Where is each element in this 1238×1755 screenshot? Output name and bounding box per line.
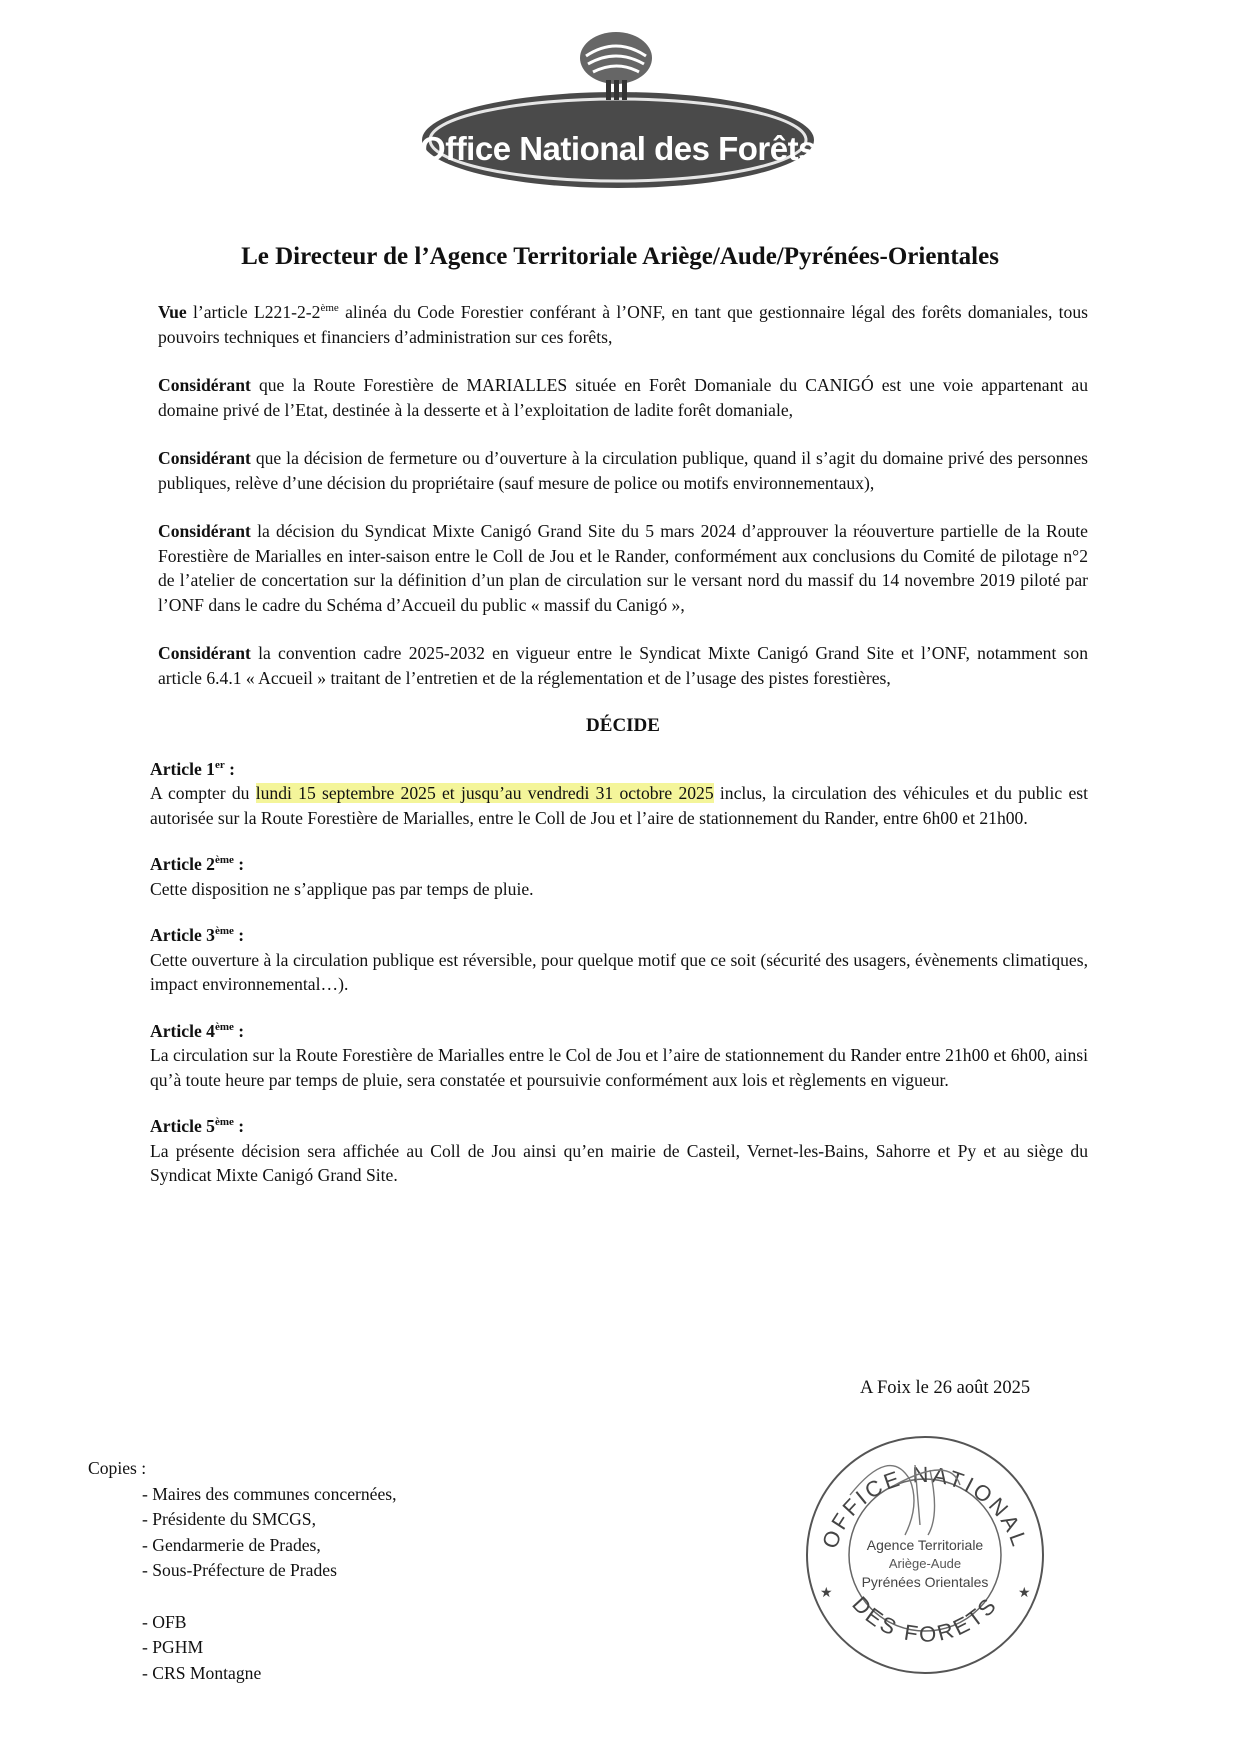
highlighted-dates: lundi 15 septembre 2025 et jusqu’au vendredi 31 octobre 2025 xyxy=(255,783,714,803)
stamp-line-1: Agence Territoriale xyxy=(866,1537,984,1553)
list-item: - PGHM xyxy=(142,1637,204,1657)
article-heading: Article 5ème : xyxy=(150,1116,245,1136)
article-1 xyxy=(150,757,1088,831)
article-text: La circulation sur la Route Forestière de Marialles entre le Col de Jou et l’aire de stationnement du Rander entre 21h00 et 6h00, ainsi qu’à toute heure par temps de pluie, sera constatée et poursuivie conformément aux lois et règlements en vigueur. xyxy=(150,1045,1088,1090)
list-item: - OFB xyxy=(142,1611,187,1632)
preamble-paragraph: Considérant que la Route Forestière de MARIALLES située en Forêt Domaniale du CANIGÓ est une voie appartenant au domaine privé de l’Etat, destinée à la desserte et à l’exploitation de ladite forêt domaniale, xyxy=(158,375,1088,420)
article-heading: Article 4ème : xyxy=(150,1020,245,1041)
star-icon: ★ xyxy=(820,1586,833,1601)
copies-list xyxy=(88,1456,397,1686)
document-body xyxy=(150,300,1088,1210)
copies-label: Copies : xyxy=(88,1458,147,1478)
article-4 xyxy=(150,1019,1088,1093)
stamp-bottom-arc: DES FORETS xyxy=(847,1591,1003,1647)
copies-group-2 xyxy=(88,1610,397,1687)
stamp-graphic xyxy=(800,1425,1050,1675)
article-heading: Article 2ème : xyxy=(150,854,245,874)
list-item: - Gendarmerie de Prades, xyxy=(142,1534,321,1555)
article-heading: Article 1er : xyxy=(150,758,235,779)
list-item: - Maires des communes concernées, xyxy=(142,1483,397,1504)
article-heading: Article 3ème : xyxy=(150,925,245,945)
decide-heading: DÉCIDE xyxy=(586,715,660,736)
stamp-line-2: Ariège-Aude xyxy=(888,1556,962,1571)
article-text: A compter du lundi 15 septembre 2025 et jusqu’au vendredi 31 octobre 2025 inclus, la circulation des véhicules et du public est autorisée sur la Route Forestière de Marialles, entre le Coll de Jou et l’aire de stationnement du Rander, entre 6h00 et 21h00. xyxy=(150,783,1088,828)
stamp-top-arc: OFFICE NATIONAL xyxy=(817,1461,1033,1552)
list-item: - CRS Montagne xyxy=(142,1662,262,1683)
copies-group-1 xyxy=(88,1482,397,1584)
preamble-paragraph: Considérant que la décision de fermeture ou d’ouverture à la circulation publique, quand il s’agit du domaine privé des personnes publiques, relève d’une décision du propriétaire (sauf mesure de police ou motifs environnementaux), xyxy=(158,448,1088,493)
onf-logo xyxy=(418,28,818,190)
preamble-paragraph: Considérant la convention cadre 2025-2032 en vigueur entre le Syndicat Mixte Canigó Grand Site et l’ONF, notamment son article 6.4.1 « Accueil » traitant de l’entretien et de la réglementation et de l’usage des pistes forestières, xyxy=(158,643,1088,688)
preamble-paragraph: Vue l’article L221-2-2ème alinéa du Code Forestier conférant à l’ONF, en tant que gestionnaire légal des forêts domaniales, tous pouvoirs techniques et financiers d’administration sur ces forêts, xyxy=(158,302,1088,347)
signature-date: A Foix le 26 août 2025 xyxy=(860,1378,1031,1398)
tree-icon xyxy=(580,32,652,100)
article-text: Cette ouverture à la circulation publique est réversible, pour quelque motif que ce soit (sécurité des usagers, évènements climatiques, impact environnemental…). xyxy=(150,949,1088,994)
official-stamp xyxy=(800,1425,1050,1675)
list-item: - Sous-Préfecture de Prades xyxy=(142,1560,337,1580)
article-text: Cette disposition ne s’applique pas par temps de pluie. xyxy=(150,878,534,899)
article-5 xyxy=(150,1114,1088,1188)
document-title: Le Directeur de l’Agence Territoriale Ariège/Aude/Pyrénées-Orientales xyxy=(241,243,999,270)
star-icon: ★ xyxy=(1018,1586,1031,1601)
list-item: - Présidente du SMCGS, xyxy=(142,1509,316,1529)
logo-text: Office National des Forêts xyxy=(420,130,816,167)
preamble-paragraph: Considérant la décision du Syndicat Mixte Canigó Grand Site du 5 mars 2024 d’approuver la réouverture partielle de la Route Forestière de Marialles en inter-saison entre le Coll de Jou et le Rander, conformément aux conclusions du Comité de pilotage n°2 de l’atelier de concertation sur la définition d’un plan de circulation sur le versant nord du massif du 14 novembre 2019 piloté par l’ONF dans le cadre du Schéma d’Accueil du public « massif du Canigó », xyxy=(158,521,1088,615)
article-text: La présente décision sera affichée au Coll de Jou ainsi qu’en mairie de Casteil, Vernet-les-Bains, Sahorre et Py et au siège du Syndicat Mixte Canigó Grand Site. xyxy=(150,1140,1088,1185)
article-3 xyxy=(150,923,1088,997)
article-2 xyxy=(150,852,1088,901)
stamp-line-3: Pyrénées Orientales xyxy=(861,1574,989,1590)
